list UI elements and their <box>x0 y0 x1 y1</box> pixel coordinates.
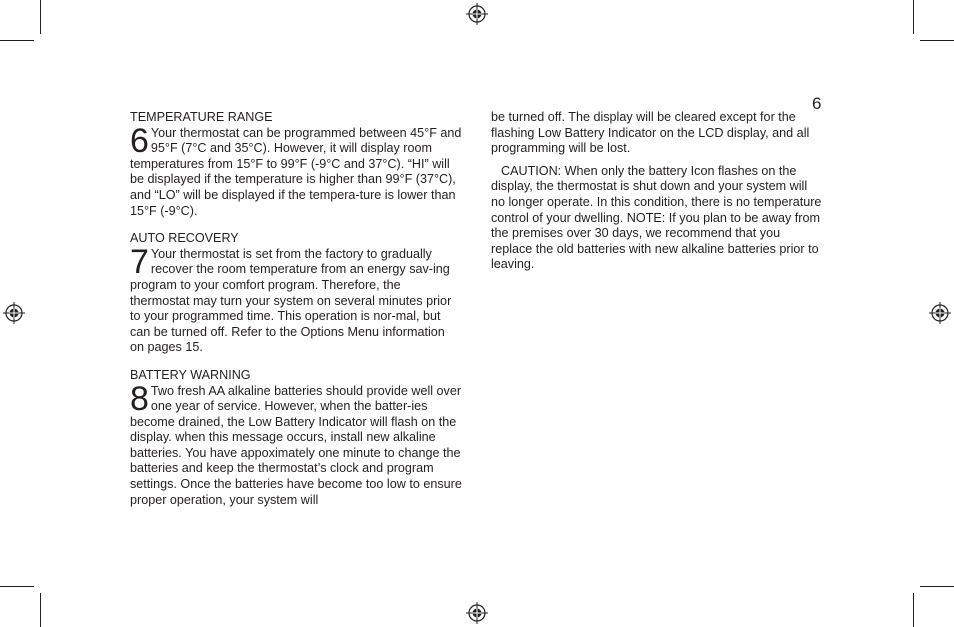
crop-mark <box>0 40 34 41</box>
section-body <box>130 242 462 356</box>
section-body <box>130 379 462 509</box>
crop-mark <box>40 0 41 34</box>
section-text: Two fresh AA alkaline batteries should provide well over one year of service. However, when the batter-ies become drained, the Low Battery Indicator will flash on the display. when this message occurs, install new alkaline batteries. You have appoximately one minute to change the batteries and keep the thermostat’s clock and program settings. Once the batteries have become too low to ensure proper operation, your system will <box>130 383 462 507</box>
crop-mark <box>913 0 914 34</box>
section-text: Your thermostat is set from the factory to gradually recover the room temperature from an energy sav-ing program to your comfort program. Therefore, the thermostat may turn your system on several minutes prior to your programmed time. This operation is nor-mal, but can be turned off. Refer to the Options Menu information on pages 15. <box>130 246 452 355</box>
section-heading: BATTERY WARNING <box>130 367 251 382</box>
left-column <box>130 110 462 520</box>
right-column <box>491 110 823 273</box>
section-text: Your thermostat can be programmed between 45°F and 95°F (7°C and 35°C). However, it will display room temperatures from 15°F to 99°F (-9°C and 37°C). “HI” will be displayed if the temperature is higher than 99°F (37°C), and “LO” will be displayed if the tempera-ture is lower than 15°F (-9°C). <box>130 125 462 218</box>
crop-mark <box>920 40 954 41</box>
caution-text: CAUTION: When only the battery Icon flashes on the display, the thermostat is shut down and your system will no longer operate. In this condition, there is no temperature control of your dwelling. NOTE: If you plan to be away from the premises over 30 days, we recommend that you replace the old batteries with new alkaline batteries prior to leaving. <box>491 163 822 272</box>
crop-mark <box>0 586 34 587</box>
crop-mark <box>40 593 41 627</box>
crop-mark <box>913 593 914 627</box>
step-number: 6 <box>130 121 149 160</box>
continued-text: be turned off. The display will be cleared except for the flashing Low Battery Indicator on the LCD display, and all programming will be lost. <box>491 110 810 156</box>
section-battery-warning <box>130 368 462 508</box>
page-number: 6 <box>812 94 822 113</box>
section-auto-recovery <box>130 231 462 356</box>
registration-mark-icon <box>466 602 488 624</box>
registration-mark-icon <box>3 302 25 324</box>
step-number: 7 <box>130 242 149 281</box>
section-body <box>130 121 462 220</box>
section-temperature-range <box>130 110 462 219</box>
registration-mark-icon <box>929 302 951 324</box>
step-number: 8 <box>130 379 149 418</box>
crop-mark <box>920 586 954 587</box>
section-heading: TEMPERATURE RANGE <box>130 110 273 124</box>
registration-mark-icon <box>466 3 488 25</box>
section-heading: AUTO RECOVERY <box>130 231 239 246</box>
